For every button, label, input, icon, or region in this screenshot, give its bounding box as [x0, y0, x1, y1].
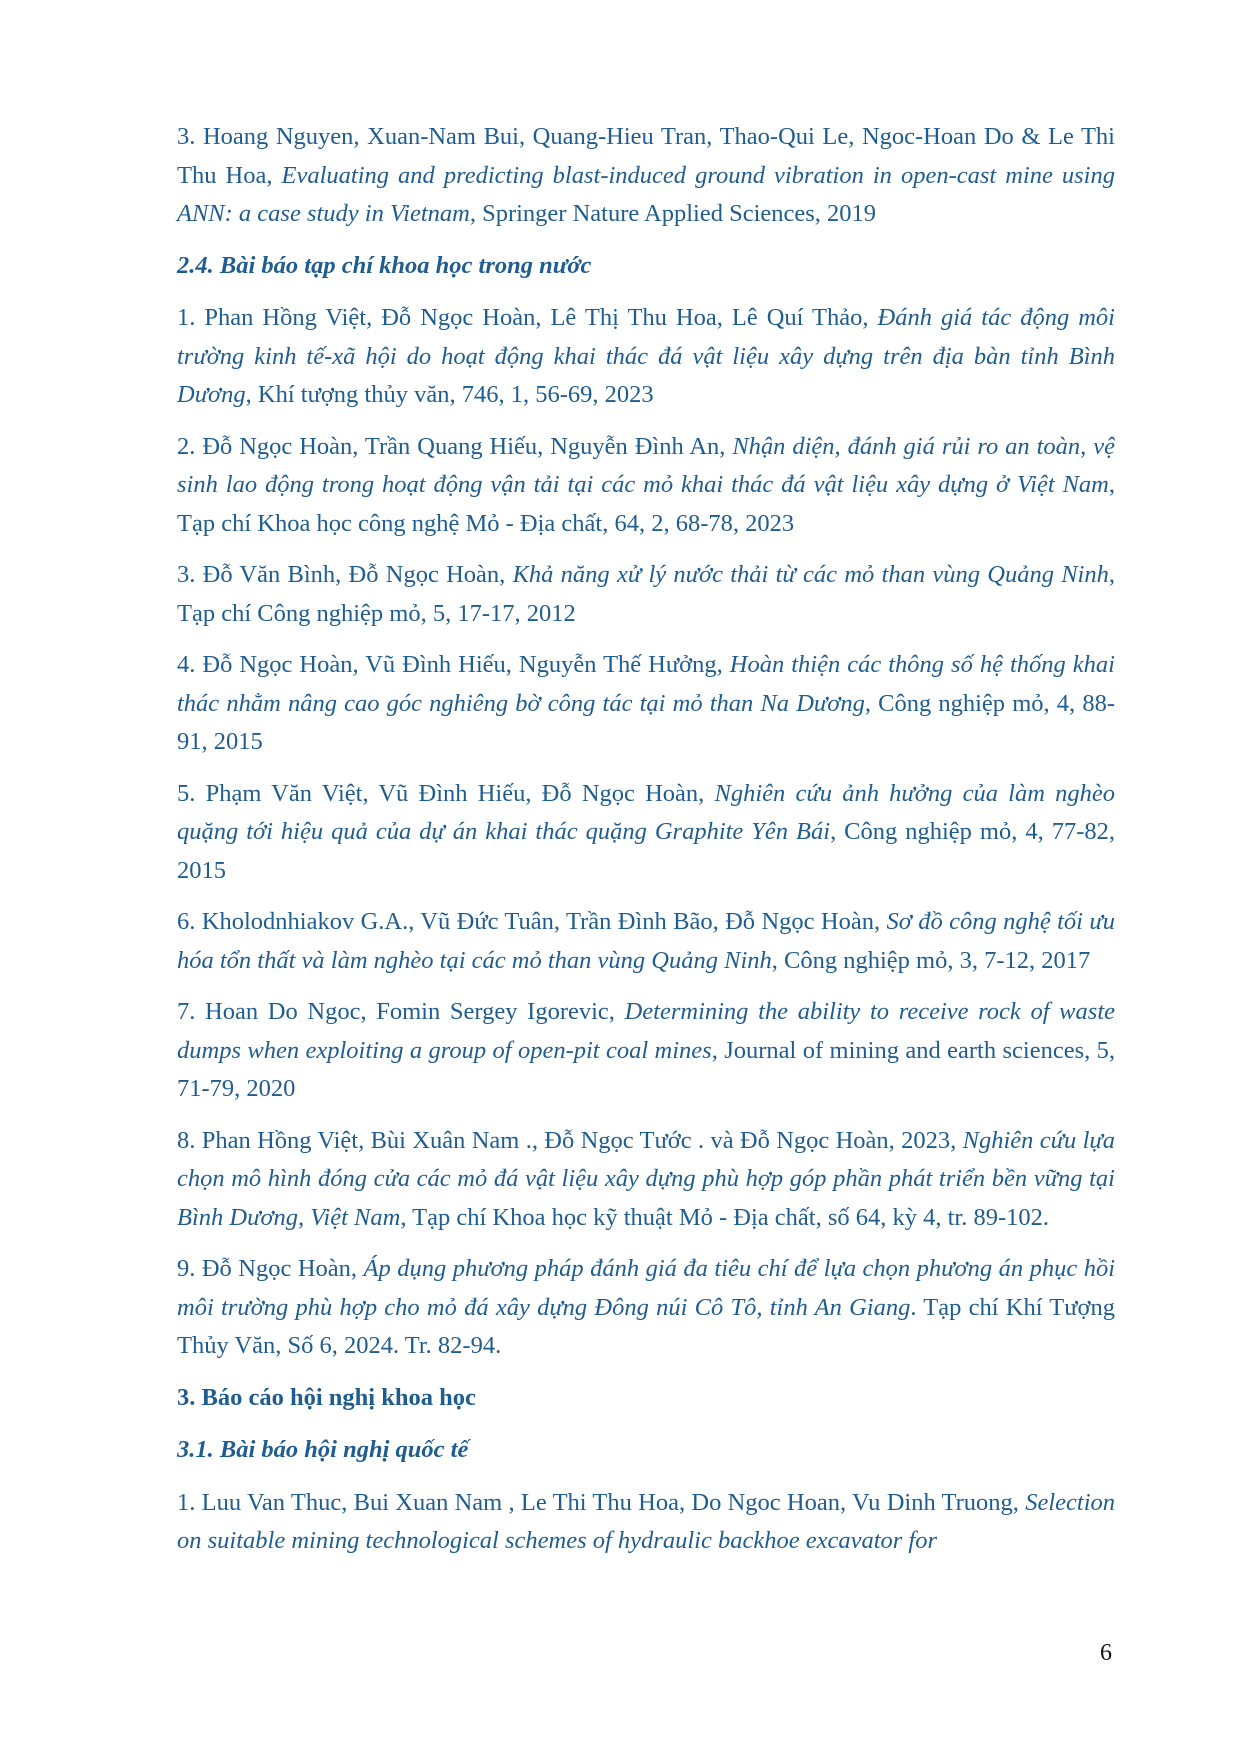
reference-source: . Tạp chí Khí Tượng Thủy Văn, Số 6, 2024. Tr. 82-94. — [177, 1293, 1115, 1359]
reference-source: , Công nghiệp mỏ, 4, 88-91, 2015 — [177, 689, 1115, 755]
reference-source: , Công nghiệp mỏ, 4, 77-82, 2015 — [177, 818, 1115, 884]
reference-authors: 7. Hoan Do Ngoc, Fomin Sergey Igorevic, — [177, 998, 625, 1025]
page-content — [177, 118, 1115, 1574]
reference-title: Áp dụng phương pháp đánh giá đa tiêu chí để lựa chọn phương án phục hồi môi trường phù hợp cho mỏ đá xây dựng Đông núi Cô Tô, tỉnh An Giang — [177, 1255, 1116, 1321]
reference-item — [177, 775, 1115, 891]
reference-item — [177, 646, 1115, 762]
reference-authors: 1. Luu Van Thuc, Bui Xuan Nam , Le Thi Thu Hoa, Do Ngoc Hoan, Vu Dinh Truong, — [177, 1488, 1026, 1516]
reference-source: , Tạp chí Công nghiệp mỏ, 5, 17-17, 2012 — [177, 561, 1115, 627]
reference-authors: 6. Kholodnhiakov G.A., Vũ Đức Tuân, Trần Đình Bão, Đỗ Ngọc Hoàn, — [177, 908, 887, 935]
reference-item — [177, 993, 1115, 1109]
reference-source: , Springer Nature Applied Sciences, 2019 — [469, 200, 877, 227]
reference-title: Sơ đồ công nghệ tối ưu hóa tổn thất và làm nghèo tại các mỏ than vùng Quảng Ninh — [177, 908, 1115, 974]
reference-title: Hoàn thiện các thông số hệ thống khai thác nhằm nâng cao góc nghiêng bờ công tác tại mỏ than Na Dương — [177, 651, 1115, 717]
section-heading-3-1: 3.1. Bài báo hội nghị quốc tế — [177, 1436, 469, 1463]
reference-title: Đánh giá tác động môi trường kinh tế-xã hội do hoạt động khai thác đá vật liệu xây dựng trên địa bàn tỉnh Bình Dương — [177, 304, 1115, 408]
reference-title: Nhận diện, đánh giá rủi ro an toàn, vệ sinh lao động trong hoạt động vận tải tại các mỏ khai thác đá vật liệu xây dựng ở Việt Nam — [177, 432, 1115, 498]
reference-authors: 3. Đỗ Văn Bình, Đỗ Ngọc Hoàn, — [177, 561, 513, 588]
reference-authors: 2. Đỗ Ngọc Hoàn, Trần Quang Hiếu, Nguyễn Đình An, — [177, 432, 733, 460]
reference-item — [177, 1250, 1115, 1366]
reference-title: Khả năng xử lý nước thải từ các mỏ than vùng Quảng Ninh — [512, 561, 1109, 588]
section-heading-3: 3. Báo cáo hội nghị khoa học — [177, 1383, 476, 1411]
reference-title: Evaluating and predicting blast-induced ground vibration in open-cast mine using ANN: a case study in Vietnam — [177, 161, 1115, 227]
reference-source: , Journal of mining and earth sciences, 5, 71-79, 2020 — [177, 1036, 1115, 1102]
reference-title: Selection on suitable mining technological schemes of hydraulic backhoe excavator for — [177, 1488, 1115, 1554]
reference-title: Nghiên cứu ảnh hưởng của làm nghèo quặng tới hiệu quả của dự án khai thác quặng Graphite Yên Bái — [177, 779, 1115, 845]
section-heading-2-4: 2.4. Bài báo tạp chí khoa học trong nước — [177, 251, 592, 279]
reference-item — [177, 299, 1115, 415]
reference-authors: 5. Phạm Văn Việt, Vũ Đình Hiếu, Đỗ Ngọc Hoàn, — [177, 779, 715, 807]
reference-item — [177, 903, 1115, 980]
reference-source: , Tạp chí Khoa học kỹ thuật Mỏ - Địa chất, số 64, kỳ 4, tr. 89-102. — [400, 1203, 1050, 1231]
reference-authors: 9. Đỗ Ngọc Hoàn, — [177, 1255, 364, 1282]
reference-item — [177, 1122, 1115, 1238]
reference-authors: 4. Đỗ Ngọc Hoàn, Vũ Đình Hiếu, Nguyễn Thế Hưởng, — [177, 651, 730, 678]
reference-source: , Tạp chí Khoa học công nghệ Mỏ - Địa chất, 64, 2, 68-78, 2023 — [177, 471, 1115, 537]
reference-title: Determining the ability to receive rock of waste dumps when exploiting a group of open-pit coal mines — [177, 998, 1115, 1064]
reference-item — [177, 118, 1115, 234]
page-number: 6 — [1100, 1640, 1112, 1666]
reference-source: , Khí tượng thủy văn, 746, 1, 56-69, 2023 — [245, 381, 654, 408]
reference-authors: 3. Hoang Nguyen, Xuan-Nam Bui, Quang-Hieu Tran, Thao-Qui Le, Ngoc-Hoan Do & Le Thi Thu Hoa, — [177, 123, 1115, 189]
reference-authors: 8. Phan Hồng Việt, Bùi Xuân Nam ., Đỗ Ngọc Tước . và Đỗ Ngọc Hoàn, 2023, — [177, 1126, 963, 1154]
reference-item — [177, 556, 1115, 633]
reference-title: Nghiên cứu lựa chọn mô hình đóng cửa các mỏ đá vật liệu xây dựng phù hợp góp phần phát triển bền vững tại Bình Dương, Việt Nam — [177, 1126, 1115, 1231]
reference-item — [177, 428, 1115, 544]
reference-item — [177, 1484, 1115, 1561]
reference-source: , Công nghiệp mỏ, 3, 7-12, 2017 — [771, 946, 1091, 974]
reference-authors: 1. Phan Hồng Việt, Đỗ Ngọc Hoàn, Lê Thị Thu Hoa, Lê Quí Thảo, — [177, 304, 878, 331]
